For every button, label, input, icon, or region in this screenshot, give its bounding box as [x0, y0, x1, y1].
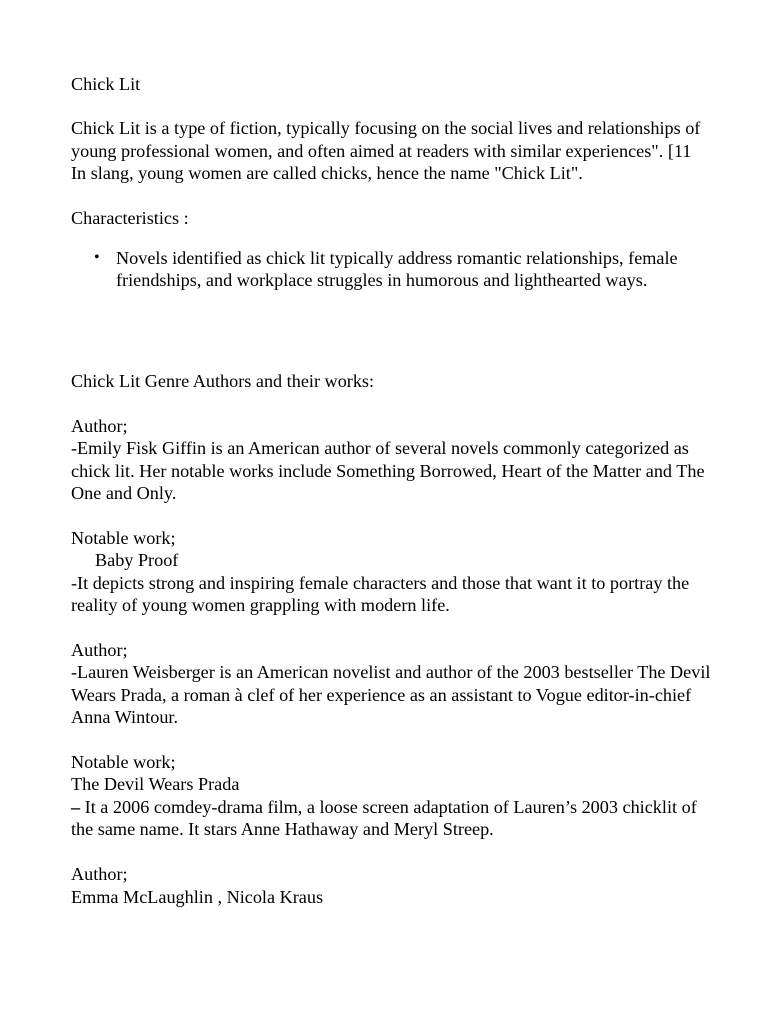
dash-mark: – — [71, 796, 81, 817]
notable-work-description — [71, 796, 711, 841]
bullet-icon: • — [94, 249, 100, 267]
authors-heading: Chick Lit Genre Authors and their works: — [71, 371, 375, 392]
notable-work-label: Notable work; — [71, 528, 176, 549]
author-description: -Lauren Weisberger is an American novelist and author of the 2003 bestseller The Devil Wears Prada, a roman à clef of her experience as an assistant to Vogue editor-in-chief Anna Wintour. — [71, 662, 711, 728]
notable-work-title: The Devil Wears Prada — [71, 774, 240, 795]
author-label: Author; — [71, 864, 128, 885]
notable-work-description-text: It a 2006 comdey-drama film, a loose screen adaptation of Lauren’s 2003 chicklit of the same name. It stars Anne Hathaway and Meryl Streep. — [71, 796, 697, 840]
characteristics-list — [71, 247, 711, 292]
author-description: Emma McLaughlin , Nicola Kraus — [71, 886, 324, 907]
author-label: Author; — [71, 640, 128, 661]
document-page — [71, 73, 711, 908]
spacer — [71, 292, 711, 348]
author-label: Author; — [71, 416, 128, 437]
notable-work-description: -It depicts strong and inspiring female characters and those that want it to portray the reality of young women grappling with modern life. — [71, 572, 690, 616]
author-description: -Emily Fisk Giffin is an American author of several novels commonly categorized as chick lit. Her notable works include Something Borrowed, Heart of the Matter and The One and Only. — [71, 438, 705, 504]
notable-work-title: Baby Proof — [95, 550, 179, 571]
notable-work-label: Notable work; — [71, 752, 176, 773]
intro-paragraph: Chick Lit is a type of fiction, typically focusing on the social lives and relationships of young professional women, and often aimed at readers with similar experiences". [11 In slang, young women are called chicks, hence the name "Chick Lit". — [71, 118, 701, 184]
list-item-text: Novels identified as chick lit typically address romantic relationships, female friendships, and workplace struggles in humorous and lighthearted ways. — [116, 248, 678, 291]
document-title: Chick Lit — [71, 74, 141, 94]
list-item — [94, 247, 711, 292]
characteristics-heading: Characteristics : — [71, 207, 189, 228]
